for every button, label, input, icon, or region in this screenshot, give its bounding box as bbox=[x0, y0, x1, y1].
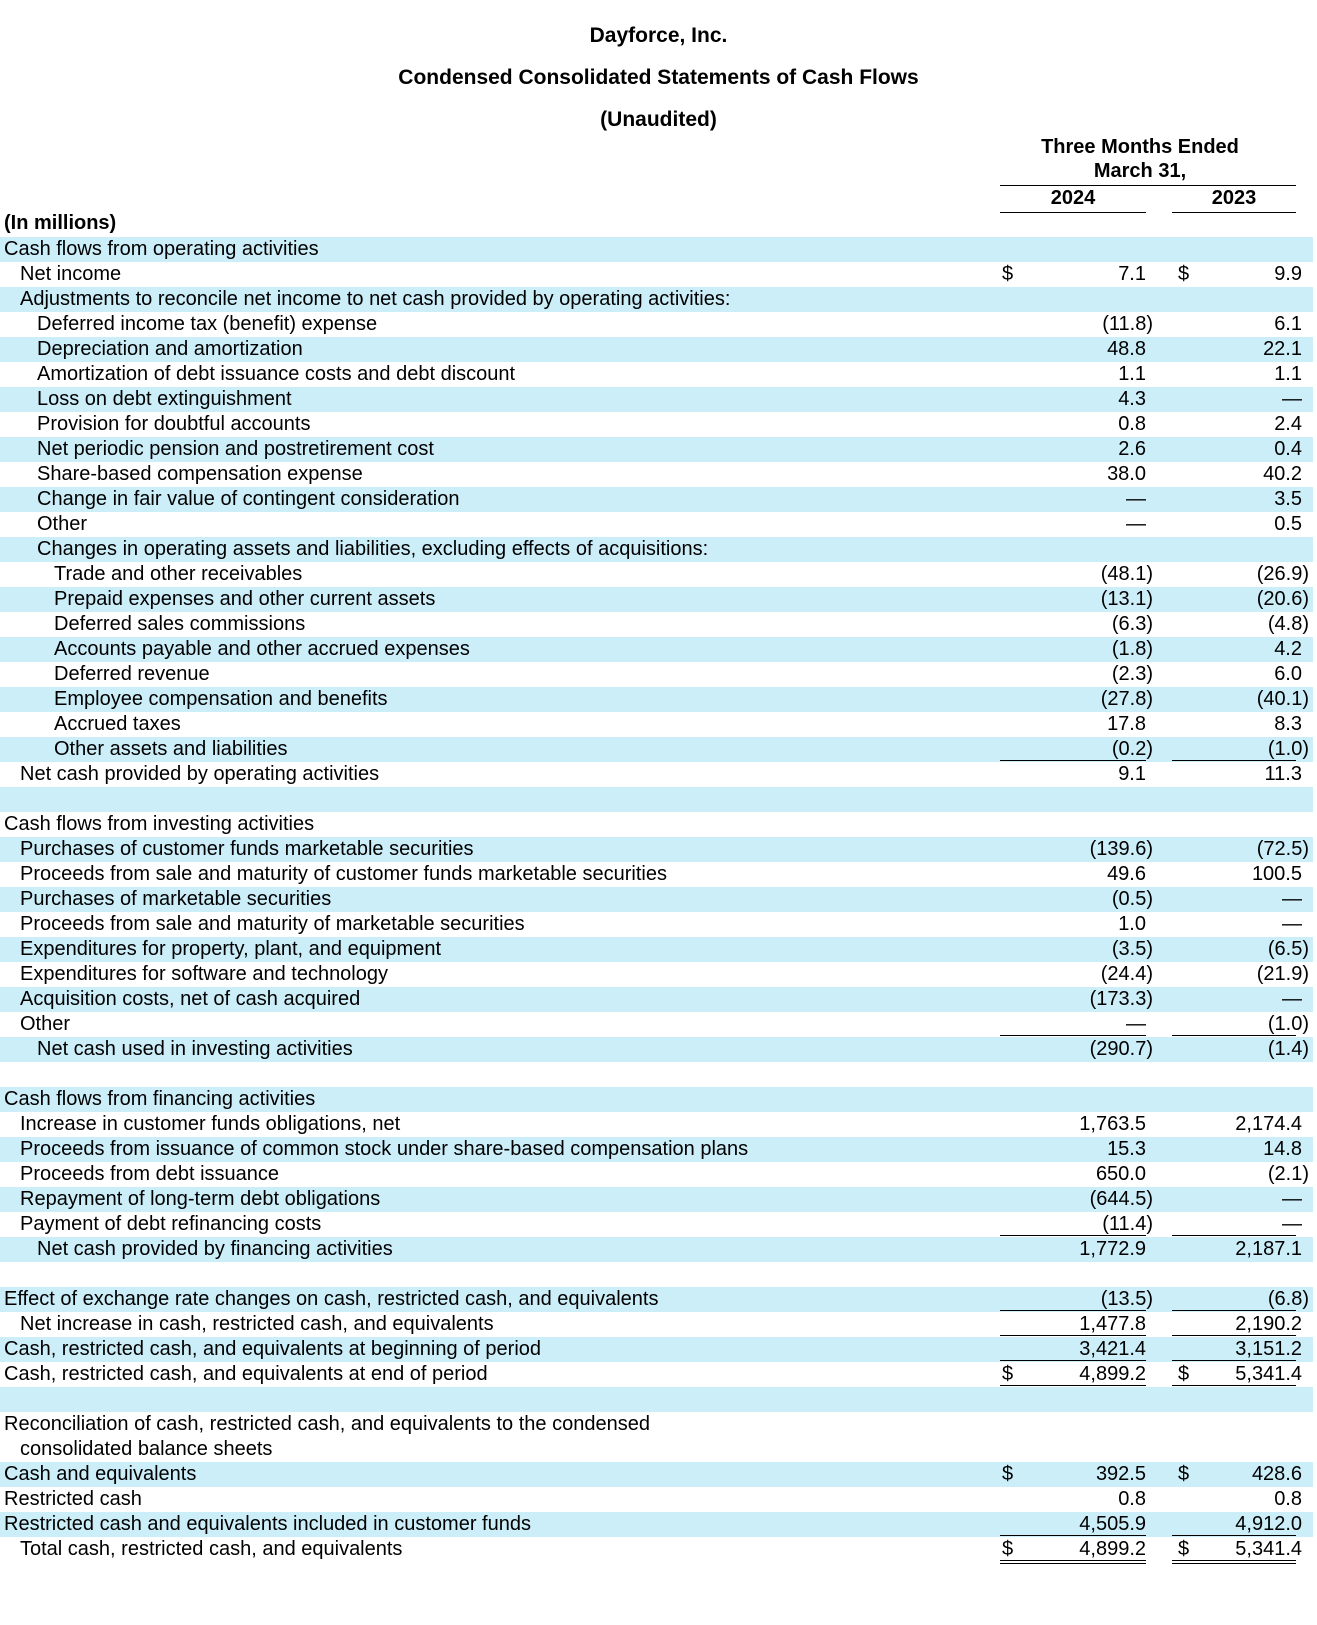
row-label: Increase in customer funds obligations, net bbox=[20, 1113, 401, 1135]
value-2024: 0.8 bbox=[1118, 413, 1146, 435]
value-2024: (27.8) bbox=[1100, 688, 1153, 710]
underline-2024 bbox=[1000, 1535, 1146, 1536]
value-2023: 5,341.4 bbox=[1235, 1538, 1302, 1560]
table-row bbox=[0, 562, 1313, 587]
table-row bbox=[0, 437, 1313, 462]
value-2024: 38.0 bbox=[1107, 463, 1146, 485]
value-2024: 9.1 bbox=[1118, 763, 1146, 785]
row-label: Cash, restricted cash, and equivalents at beginning of period bbox=[4, 1338, 542, 1360]
value-2023: (1.4) bbox=[1267, 1038, 1309, 1060]
value-2024: (139.6) bbox=[1089, 838, 1153, 860]
table-row bbox=[0, 887, 1313, 912]
table-row bbox=[0, 337, 1313, 362]
table-row bbox=[0, 487, 1313, 512]
value-2023: 14.8 bbox=[1263, 1138, 1302, 1160]
value-2024: (11.8) bbox=[1102, 313, 1153, 335]
row-label: Deferred income tax (benefit) expense bbox=[37, 313, 378, 335]
value-2024: (48.1) bbox=[1100, 563, 1153, 585]
underline-2023 bbox=[1172, 1310, 1296, 1311]
spacer-row bbox=[0, 1262, 1313, 1287]
table-row bbox=[0, 762, 1313, 787]
value-2024: — bbox=[1126, 513, 1146, 535]
value-2024: (13.1) bbox=[1100, 588, 1153, 610]
table-row bbox=[0, 1087, 1313, 1112]
table-row bbox=[0, 1312, 1313, 1337]
currency-symbol-2023: $ bbox=[1178, 1363, 1190, 1385]
table-row bbox=[0, 1162, 1313, 1187]
row-label: Net increase in cash, restricted cash, and equivalents bbox=[20, 1313, 494, 1335]
table-row bbox=[0, 612, 1313, 637]
period-header-line2: March 31, bbox=[1093, 160, 1187, 182]
table-row bbox=[0, 237, 1313, 262]
double-underline-2023 bbox=[1172, 1560, 1296, 1564]
column-header-2023: 2023 bbox=[1211, 187, 1257, 209]
row-label: Proceeds from sale and maturity of customer funds marketable securities bbox=[20, 863, 667, 885]
row-label: Reconciliation of cash, restricted cash, and equivalents to the condensed bbox=[4, 1413, 650, 1435]
table-row bbox=[0, 1187, 1313, 1212]
table-row bbox=[0, 262, 1313, 287]
underline-2023 bbox=[1172, 760, 1296, 761]
underline-2023 bbox=[1172, 1035, 1296, 1036]
row-label: Cash flows from operating activities bbox=[4, 238, 319, 260]
value-2023: 11.3 bbox=[1264, 763, 1302, 785]
value-2024: 0.8 bbox=[1118, 1488, 1146, 1510]
underline-2023 bbox=[1172, 1535, 1296, 1536]
table-row bbox=[0, 462, 1313, 487]
row-label: Changes in operating assets and liabilities, excluding effects of acquisitions: bbox=[37, 538, 709, 560]
underline-2023 bbox=[1172, 1360, 1296, 1361]
table-row bbox=[0, 662, 1313, 687]
value-2023: 428.6 bbox=[1251, 1463, 1302, 1485]
value-2024: 4,505.9 bbox=[1079, 1513, 1146, 1535]
table-row bbox=[0, 1412, 1313, 1437]
spacer-row bbox=[0, 787, 1313, 812]
table-row bbox=[0, 987, 1313, 1012]
value-2023: (21.9) bbox=[1256, 963, 1309, 985]
value-2023: 0.5 bbox=[1274, 513, 1302, 535]
value-2023: 0.8 bbox=[1274, 1488, 1302, 1510]
value-2023: — bbox=[1282, 913, 1302, 935]
value-2024: 1.0 bbox=[1118, 913, 1146, 935]
row-label: Share-based compensation expense bbox=[37, 463, 363, 485]
value-2024: 1.1 bbox=[1118, 363, 1146, 385]
value-2023: — bbox=[1282, 1188, 1302, 1210]
value-2024: (6.3) bbox=[1111, 613, 1153, 635]
underline-2023 bbox=[1172, 1235, 1296, 1236]
value-2024: (173.3) bbox=[1089, 988, 1153, 1010]
value-2023: 6.0 bbox=[1274, 663, 1302, 685]
row-label: Expenditures for property, plant, and equipment bbox=[20, 938, 441, 960]
currency-symbol-2023: $ bbox=[1178, 263, 1190, 285]
table-row bbox=[0, 912, 1313, 937]
row-label: Deferred revenue bbox=[54, 663, 210, 685]
value-2024: (13.5) bbox=[1100, 1288, 1153, 1310]
currency-symbol-2024: $ bbox=[1002, 263, 1014, 285]
value-2024: (290.7) bbox=[1089, 1038, 1153, 1060]
table-row bbox=[0, 937, 1313, 962]
underline-2024 bbox=[1000, 1335, 1146, 1336]
company-name: Dayforce, Inc. bbox=[589, 24, 728, 47]
row-label: Other bbox=[37, 513, 88, 535]
table-row bbox=[0, 862, 1313, 887]
value-2023: 2,190.2 bbox=[1235, 1313, 1302, 1335]
table-row bbox=[0, 412, 1313, 437]
currency-symbol-2023: $ bbox=[1178, 1538, 1190, 1560]
value-2023: 1.1 bbox=[1274, 363, 1302, 385]
value-2023: (1.0) bbox=[1267, 738, 1309, 760]
table-row bbox=[0, 1112, 1313, 1137]
value-2023: 2,187.1 bbox=[1235, 1238, 1302, 1260]
row-label: Cash, restricted cash, and equivalents at end of period bbox=[4, 1363, 488, 1385]
table-row bbox=[0, 512, 1313, 537]
value-2023: 2,174.4 bbox=[1235, 1113, 1302, 1135]
underline-2023 bbox=[1172, 1335, 1296, 1336]
double-underline-2024 bbox=[1000, 1560, 1146, 1564]
row-label: Payment of debt refinancing costs bbox=[20, 1213, 322, 1235]
units-label: (In millions) bbox=[4, 212, 117, 234]
row-label: consolidated balance sheets bbox=[20, 1438, 273, 1460]
value-2024: (644.5) bbox=[1089, 1188, 1153, 1210]
row-label: Purchases of marketable securities bbox=[20, 888, 332, 910]
row-label: Restricted cash and equivalents included in customer funds bbox=[4, 1513, 531, 1535]
row-label: Deferred sales commissions bbox=[54, 613, 306, 635]
value-2024: 1,772.9 bbox=[1079, 1238, 1146, 1260]
table-row bbox=[0, 812, 1313, 837]
underline-2024 bbox=[1000, 1035, 1146, 1036]
table-row bbox=[0, 587, 1313, 612]
table-row bbox=[0, 1237, 1313, 1262]
table-row bbox=[0, 1362, 1313, 1387]
table-row bbox=[0, 1212, 1313, 1237]
row-label: Net cash provided by operating activities bbox=[20, 763, 380, 785]
value-2023: (40.1) bbox=[1256, 688, 1309, 710]
row-label: Loss on debt extinguishment bbox=[37, 388, 292, 410]
value-2024: 7.1 bbox=[1118, 263, 1146, 285]
underline-2024 bbox=[1000, 760, 1146, 761]
value-2023: 8.3 bbox=[1274, 713, 1302, 735]
row-label: Net income bbox=[20, 263, 122, 285]
value-2024: 15.3 bbox=[1107, 1138, 1146, 1160]
value-2023: (72.5) bbox=[1256, 838, 1309, 860]
table-row bbox=[0, 962, 1313, 987]
table-row bbox=[0, 712, 1313, 737]
value-2023: 3,151.2 bbox=[1235, 1338, 1302, 1360]
table-row bbox=[0, 837, 1313, 862]
column-header-2024: 2024 bbox=[1050, 187, 1096, 209]
row-label: Provision for doubtful accounts bbox=[37, 413, 311, 435]
table-row bbox=[0, 1037, 1313, 1062]
underline-2024 bbox=[1000, 1235, 1146, 1236]
row-label: Amortization of debt issuance costs and debt discount bbox=[37, 363, 516, 385]
value-2024: (11.4) bbox=[1102, 1213, 1153, 1235]
audit-note: (Unaudited) bbox=[600, 108, 717, 131]
value-2024: (3.5) bbox=[1111, 938, 1153, 960]
value-2023: 100.5 bbox=[1251, 863, 1302, 885]
row-label: Proceeds from debt issuance bbox=[20, 1163, 280, 1185]
table-row bbox=[0, 1462, 1313, 1487]
table-row bbox=[0, 1437, 1313, 1462]
table-row bbox=[0, 537, 1313, 562]
table-row bbox=[0, 287, 1313, 312]
value-2023: 9.9 bbox=[1274, 263, 1302, 285]
row-label: Acquisition costs, net of cash acquired bbox=[20, 988, 361, 1010]
table-row bbox=[0, 1337, 1313, 1362]
value-2024: 392.5 bbox=[1095, 1463, 1146, 1485]
period-header-line1: Three Months Ended bbox=[1041, 136, 1239, 158]
currency-symbol-2024: $ bbox=[1002, 1463, 1014, 1485]
value-2024: (24.4) bbox=[1100, 963, 1153, 985]
row-label: Expenditures for software and technology bbox=[20, 963, 388, 985]
row-label: Net periodic pension and postretirement cost bbox=[37, 438, 434, 460]
value-2023: 4.2 bbox=[1274, 638, 1302, 660]
value-2023: 4,912.0 bbox=[1235, 1513, 1302, 1535]
underline-2024 bbox=[1000, 1360, 1146, 1361]
value-2023: 5,341.4 bbox=[1235, 1363, 1302, 1385]
row-label: Proceeds from sale and maturity of marketable securities bbox=[20, 913, 525, 935]
currency-symbol-2024: $ bbox=[1002, 1538, 1014, 1560]
table-row bbox=[0, 1137, 1313, 1162]
statement-title: Condensed Consolidated Statements of Cash Flows bbox=[398, 66, 919, 89]
value-2024: (2.3) bbox=[1111, 663, 1153, 685]
value-2024: 4,899.2 bbox=[1079, 1538, 1146, 1560]
value-2023: (6.8) bbox=[1267, 1288, 1309, 1310]
row-label: Prepaid expenses and other current assets bbox=[54, 588, 436, 610]
row-label: Adjustments to reconcile net income to net cash provided by operating activities: bbox=[20, 288, 731, 310]
value-2023: (2.1) bbox=[1267, 1163, 1309, 1185]
column-rule-2024 bbox=[1000, 212, 1146, 213]
value-2024: 650.0 bbox=[1095, 1163, 1146, 1185]
underline-2024 bbox=[1000, 1310, 1146, 1311]
row-label: Net cash used in investing activities bbox=[37, 1038, 353, 1060]
row-label: Cash and equivalents bbox=[4, 1463, 197, 1485]
table-row bbox=[0, 1487, 1313, 1512]
value-2023: — bbox=[1282, 888, 1302, 910]
table-row bbox=[0, 1537, 1313, 1562]
table-row bbox=[0, 312, 1313, 337]
value-2024: 3,421.4 bbox=[1079, 1338, 1146, 1360]
column-rule-2023 bbox=[1172, 212, 1296, 213]
row-label: Cash flows from investing activities bbox=[4, 813, 315, 835]
value-2023: — bbox=[1282, 388, 1302, 410]
table-row bbox=[0, 687, 1313, 712]
row-label: Change in fair value of contingent consideration bbox=[37, 488, 460, 510]
table-row bbox=[0, 387, 1313, 412]
value-2024: 17.8 bbox=[1107, 713, 1146, 735]
currency-symbol-2023: $ bbox=[1178, 1463, 1190, 1485]
value-2024: 1,763.5 bbox=[1079, 1113, 1146, 1135]
row-label: Depreciation and amortization bbox=[37, 338, 303, 360]
value-2024: (1.8) bbox=[1111, 638, 1153, 660]
row-label: Accrued taxes bbox=[54, 713, 181, 735]
row-label: Net cash provided by financing activities bbox=[37, 1238, 393, 1260]
value-2023: 6.1 bbox=[1274, 313, 1302, 335]
table-row bbox=[0, 737, 1313, 762]
currency-symbol-2024: $ bbox=[1002, 1363, 1014, 1385]
value-2023: (26.9) bbox=[1256, 563, 1309, 585]
value-2023: — bbox=[1282, 988, 1302, 1010]
row-label: Purchases of customer funds marketable securities bbox=[20, 838, 474, 860]
row-label: Effect of exchange rate changes on cash, restricted cash, and equivalents bbox=[4, 1288, 659, 1310]
row-label: Other assets and liabilities bbox=[54, 738, 288, 760]
value-2023: (4.8) bbox=[1267, 613, 1309, 635]
row-label: Cash flows from financing activities bbox=[4, 1088, 316, 1110]
value-2023: 0.4 bbox=[1274, 438, 1302, 460]
table-row bbox=[0, 1012, 1313, 1037]
row-label: Proceeds from issuance of common stock under share-based compensation plans bbox=[20, 1138, 749, 1160]
table-row bbox=[0, 1287, 1313, 1312]
spacer-row bbox=[0, 1387, 1313, 1412]
value-2024: 1,477.8 bbox=[1079, 1313, 1146, 1335]
value-2023: (6.5) bbox=[1267, 938, 1309, 960]
value-2024: (0.2) bbox=[1111, 738, 1153, 760]
row-label: Repayment of long-term debt obligations bbox=[20, 1188, 381, 1210]
value-2024: — bbox=[1126, 488, 1146, 510]
value-2024: (0.5) bbox=[1111, 888, 1153, 910]
table-row bbox=[0, 1512, 1313, 1537]
value-2024: — bbox=[1126, 1013, 1146, 1035]
value-2024: 48.8 bbox=[1107, 338, 1146, 360]
value-2023: 22.1 bbox=[1263, 338, 1302, 360]
row-label: Employee compensation and benefits bbox=[54, 688, 388, 710]
value-2024: 49.6 bbox=[1107, 863, 1146, 885]
table-row bbox=[0, 362, 1313, 387]
value-2024: 4,899.2 bbox=[1079, 1363, 1146, 1385]
row-label: Accounts payable and other accrued expenses bbox=[54, 638, 470, 660]
row-label: Total cash, restricted cash, and equivalents bbox=[20, 1538, 403, 1560]
spacer-row bbox=[0, 1062, 1313, 1087]
value-2023: (1.0) bbox=[1267, 1013, 1309, 1035]
row-label: Restricted cash bbox=[4, 1488, 142, 1510]
value-2024: 2.6 bbox=[1118, 438, 1146, 460]
table-row bbox=[0, 637, 1313, 662]
row-label: Other bbox=[20, 1013, 71, 1035]
value-2023: — bbox=[1282, 1213, 1302, 1235]
value-2023: 40.2 bbox=[1263, 463, 1302, 485]
value-2023: 3.5 bbox=[1274, 488, 1302, 510]
value-2024: 4.3 bbox=[1118, 388, 1146, 410]
value-2023: (20.6) bbox=[1256, 588, 1309, 610]
row-label: Trade and other receivables bbox=[54, 563, 303, 585]
value-2023: 2.4 bbox=[1274, 413, 1302, 435]
